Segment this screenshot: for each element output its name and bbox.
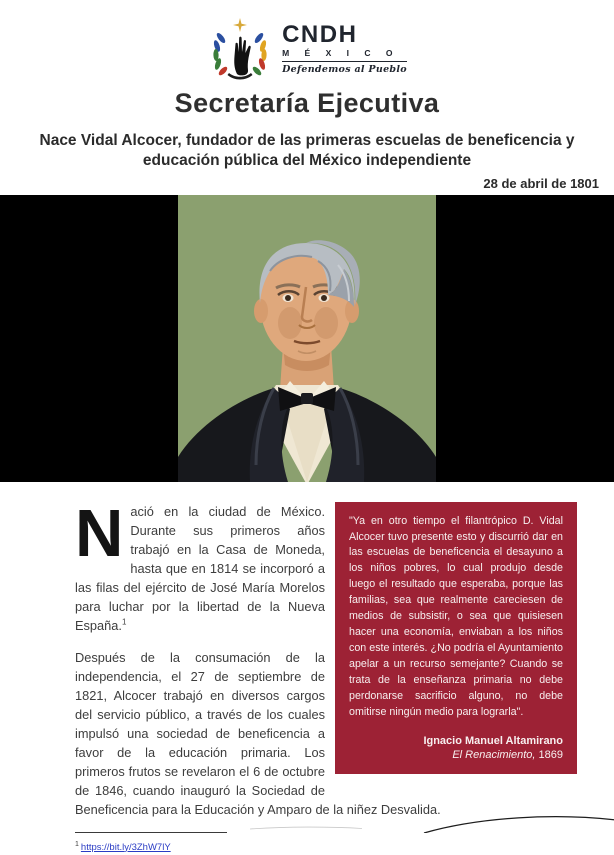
quote-box <box>335 502 577 775</box>
footnote-link[interactable]: https://bit.ly/3ZhW7lY <box>80 841 171 853</box>
quote-author: Ignacio Manuel Altamirano <box>423 735 563 748</box>
footnote-reference: 1 <box>121 617 127 627</box>
dropcap: N <box>75 495 124 571</box>
quote-attribution <box>349 734 563 762</box>
cndh-logo-text <box>282 23 407 75</box>
article-date: 28 de abril de 1801 <box>483 175 599 191</box>
cndh-logo <box>0 0 614 84</box>
paragraph-1-text: ació en la ciudad de México. Durante sus primeros años trabajó en la Casa de Moneda, hasta que en 1814 se incorporó a las filas del ejército de José María Morelos para luchar por la libertad de la Nueva España. <box>75 503 325 633</box>
cndh-emblem-icon <box>207 16 273 82</box>
portrait-band <box>0 195 614 482</box>
quote-text: "Ya en otro tiempo el filantrópico D. Vidal Alcocer tuvo presente esto y discurrió dar en las escuelas de beneficencia el desayuno a los niños pobres, lo cual produjo desde luego el resultado que esperaba, porque las familias, sea que realmente careciesen de medios de subsistir, o sea que quisiesen hacer una economía, enviaban a los niños con este interés. ¿No podría el Ayuntamiento apelar a un recurso semejante? Cuando se trata de la enseñanza primaria no debe perdonarse sacrificio alguno, no debe omitirse ningún medio para lograrla". <box>349 514 563 718</box>
paragraph-2: Después de la consumación de la independencia, el 27 de septiembre de 1821, Alcocer trabajó en diversos cargos del servicio público, a través de los cuales impulsó una sociedad de beneficencia a favor de la educación primaria. Los primeros frutos se revelaron el 6 de octubre de 1846, cuando inauguró la Sociedad de Beneficencia para la Educación y Amparo de la niñez Desvalida. <box>75 649 441 817</box>
footnote <box>0 832 614 855</box>
logo-slogan: Defendemos al Pueblo <box>282 61 407 75</box>
quote-source-title: El Renacimiento, <box>452 749 536 762</box>
quote-source <box>452 749 563 761</box>
footnote-text <box>75 842 171 853</box>
hand-icon <box>228 37 253 80</box>
star-icon <box>233 18 247 32</box>
article-body <box>0 482 614 819</box>
footnote-marker: 1 <box>75 840 79 848</box>
department-title: Secretaría Ejecutiva <box>174 88 440 118</box>
portrait-vidal-alcocer <box>178 195 436 482</box>
bottom-curve-decoration <box>0 807 614 833</box>
article-headline: Nace Vidal Alcocer, fundador de las primeras escuelas de beneficencia y educación pública del México independiente <box>39 132 575 169</box>
quote-source-year: 1869 <box>535 749 563 762</box>
wreath-right <box>251 32 267 77</box>
wreath-left <box>213 32 229 77</box>
logo-acronym: CNDH <box>282 21 358 48</box>
logo-country: M É X I C O <box>282 48 399 58</box>
